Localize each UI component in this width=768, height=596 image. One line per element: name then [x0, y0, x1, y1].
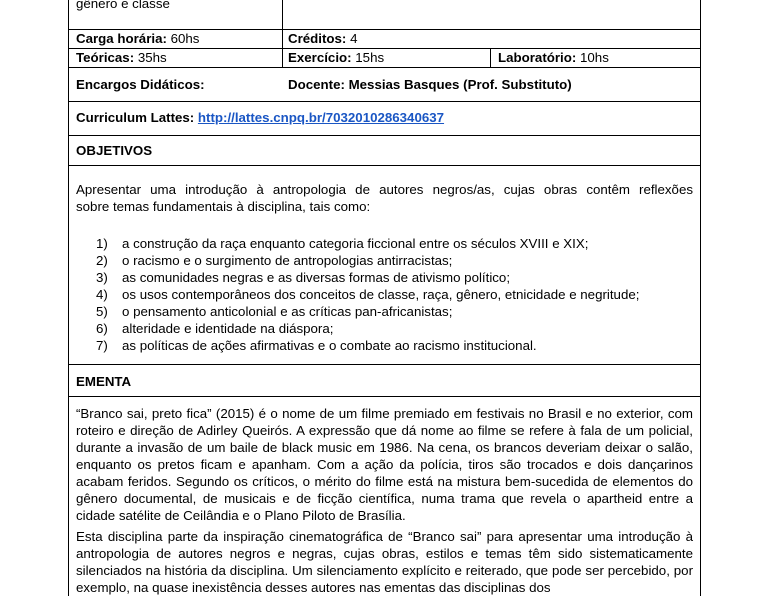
carga-horaria-value: 60hs: [170, 31, 200, 46]
exercicio-value: 15hs: [355, 50, 385, 65]
row-divider: [68, 165, 701, 166]
ementa-title: EMENTA: [76, 374, 132, 389]
objetivos-intro-line1: Apresentar uma introdução à antropologia de autores negros/as, cujas obras contêm reflexões: [76, 182, 693, 197]
laboratorio: [498, 50, 609, 66]
carga-horaria-label: Carga horária:: [76, 31, 167, 46]
lattes-link[interactable]: http://lattes.cnpq.br/7032010286340637: [197, 110, 445, 125]
list-item-number: 4): [96, 287, 108, 302]
docente: Docente: Messias Basques (Prof. Substituto): [288, 77, 572, 92]
list-item-number: 7): [96, 338, 108, 353]
objetivos-list: [76, 235, 639, 354]
ementa-paragraph-1: “Branco sai, preto fica” (2015) é o nome de um filme premiado em festivais no Brasil e no exterior, com roteiro e direção de Adirley Queirós. A expressão que dá nome ao filme se refere à fala de um policial, durante a invasão de um baile de black music em 1986. Na cena, os brancos deveriam deixar o salão, enquanto os pretos ficam e apanham. Com a ação da polícia, tiros são trocados e dois dançarinos acabam feridos. Segundo os críticos, o mérito do filme está na mistura bem-sucedida de elementos do gênero documental, de musicais e de ficção científica, numa trama que revela o apartheid entre a cidade satélite de Ceilândia e o Plano Piloto de Brasília.: [76, 406, 693, 523]
list-item: [76, 337, 639, 354]
row-divider: [68, 29, 701, 30]
row-divider: [68, 396, 701, 397]
list-item-text: alteridade e identidade na diáspora;: [122, 321, 334, 336]
objetivos-intro-line2: sobre temas fundamentais à disciplina, tais como:: [76, 199, 371, 214]
list-item: [76, 252, 639, 269]
exercicio: [288, 50, 384, 66]
list-item-text: a construção da raça enquanto categoria ficcional entre os séculos XVIII e XIX;: [122, 236, 589, 251]
list-item-text: as políticas de ações afirmativas e o combate ao racismo institucional.: [122, 338, 537, 353]
ementa-paragraph-2: Esta disciplina parte da inspiração cinematográfica de “Branco sai” para apresentar uma introdução à antropologia de autores negros e negras, cujas obras, estilos e temas têm sido sistematicamente silenciados na história da disciplina. Um silenciamento explícito e reiterado, que pode ser percebido, por exemplo, na quase inexistência desses autores nas ementas das disciplinas dos: [76, 529, 693, 595]
teoricas-value: 35hs: [137, 50, 167, 65]
list-item-text: o pensamento anticolonial e as críticas pan-africanistas;: [122, 304, 453, 319]
carga-horaria: [76, 31, 199, 47]
creditos: [288, 31, 357, 47]
list-item-number: 1): [96, 236, 108, 251]
list-item-number: 2): [96, 253, 108, 268]
list-item-number: 6): [96, 321, 108, 336]
list-item: [76, 303, 639, 320]
list-item-text: os usos contemporâneos dos conceitos de classe, raça, gênero, etnicidade e negritude;: [122, 287, 640, 302]
teoricas: [76, 50, 167, 66]
laboratorio-label: Laboratório:: [498, 50, 577, 65]
list-item-number: 3): [96, 270, 108, 285]
objetivos-title: OBJETIVOS: [76, 143, 153, 158]
table-left-border: [68, 0, 69, 596]
list-item-text: o racismo e o surgimento de antropologias antirracistas;: [122, 253, 453, 268]
column-divider: [490, 48, 491, 67]
list-item: [76, 286, 639, 303]
list-item: [76, 269, 639, 286]
list-item: [76, 320, 639, 337]
lattes-label: Curriculum Lattes:: [76, 110, 195, 125]
row-divider: [68, 364, 701, 365]
table-right-border: [700, 0, 701, 596]
list-item-text: as comunidades negras e as diversas formas de ativismo político;: [122, 270, 511, 285]
teoricas-label: Teóricas:: [76, 50, 135, 65]
encargos-label: Encargos Didáticos:: [76, 77, 205, 92]
exercicio-label: Exercício:: [288, 50, 352, 65]
column-divider: [282, 0, 283, 67]
row-divider: [68, 101, 701, 102]
laboratorio-value: 10hs: [580, 50, 609, 65]
list-item-number: 5): [96, 304, 108, 319]
creditos-label: Créditos:: [288, 31, 347, 46]
row-divider: [68, 48, 701, 49]
list-item: [76, 235, 639, 252]
row-divider: [68, 135, 701, 136]
row-divider: [68, 67, 701, 68]
lattes-row: [76, 110, 444, 126]
creditos-value: 4: [350, 31, 358, 46]
top-cell-text: gênero e classe: [76, 0, 170, 11]
